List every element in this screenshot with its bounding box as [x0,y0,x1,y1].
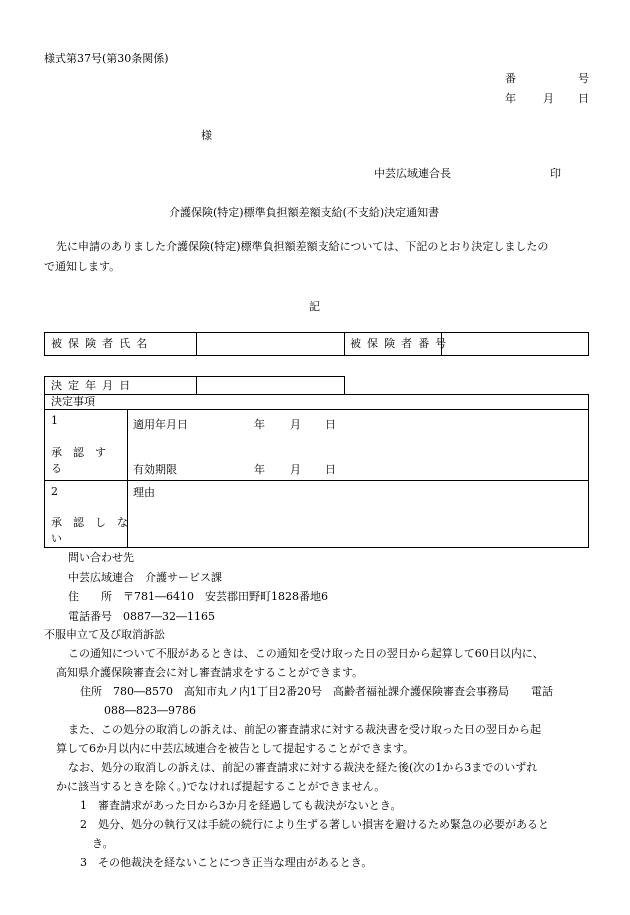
applicable-date-label: 適用年月日 [133,418,188,431]
year-label: 年 [505,92,516,105]
addressee-suffix: 様 [201,129,212,142]
valid-day: 日 [325,463,336,476]
appeal-item-3: 3 その他裁決を経ないことにつき正当な理由があるとき。 [80,856,373,869]
appeal-p1-line2: 高知県介護保険審査会に対し審査請求をすることができます。 [56,666,364,679]
approve-number: 1 [51,414,58,427]
disapprove-number: 2 [51,485,58,498]
appeal-address-line2: 088―823―9786 [104,704,196,717]
contact-address: 住 所 〒781―6410 安芸郡田野町1828番地6 [68,590,328,603]
intro-line-2: で通知します。 [44,260,121,273]
appeal-item-2-line2: き。 [92,837,114,850]
applicable-year: 年 [254,418,265,431]
appeal-p3-line1: なお、処分の取消しの訴えは、前記の審査請求に対する裁決を経た後(次の1から3までのいずれ [68,761,538,774]
decision-items-label: 決定事項 [51,395,95,408]
valid-year: 年 [254,463,265,476]
appeal-address-line1: 住所 780―8570 高知市丸ノ内1丁目2番20号 高齢者福祉課介護保険審査会事務局 電話 [80,685,553,698]
appeal-p2-line1: また、この処分の取消しの訴えは、前記の審査請求に対する裁決書を受け取った日の翌日から起 [68,723,541,736]
approve-label-1: 承 認 す [51,446,106,459]
appeal-item-1: 1 審査請求があった日から3か月を経過しても裁決がないとき。 [80,799,402,812]
appeal-heading: 不服申立て及び取消訴訟 [44,628,165,641]
valid-month: 月 [290,463,301,476]
contact-org: 中芸広域連合 介護サービス課 [68,571,222,584]
contact-phone: 電話番号 0887―32―1165 [68,610,215,623]
insured-name-label: 被保険者氏名 [51,337,154,350]
intro-line-1: 先に申請のありました介護保険(特定)標準負担額差額支給については、下記のとおり決定しましたの [56,240,549,253]
disapprove-label-1: 承 認 し な [51,516,128,529]
decision-date-label: 決定年月日 [51,379,137,392]
valid-date-label: 有効期限 [133,463,177,476]
appeal-p1-line1: この通知について不服があるときは、この通知を受け取った日の翌日から起算して60日以内に、 [68,647,544,660]
insured-number-label: 被保険者番号 [350,337,453,350]
appeal-item-2-line1: 2 処分、処分の執行又は手続の続行により生ずる著しい損害を避けるため緊急の必要があると [80,818,549,831]
disapprove-label-2: い [51,532,62,545]
applicable-month: 月 [290,418,301,431]
approve-label-2: る [51,462,62,475]
document-title: 介護保険(特定)標準負担額差額支給(不支給)決定通知書 [169,206,440,219]
go-label: 号 [578,72,589,85]
applicable-day: 日 [325,418,336,431]
month-label: 月 [543,92,554,105]
reason-label: 理由 [133,486,155,499]
day-label: 日 [578,92,589,105]
contact-heading: 問い合わせ先 [68,551,134,564]
issuer: 中芸広域連合長 [374,167,451,180]
appeal-p3-line2: かに該当するときを除く。)でなければ提起することができません。 [56,780,386,793]
number-label: 番 [505,72,516,85]
form-number: 様式第37号(第30条関係) [44,52,169,65]
appeal-p2-line2: 算して6か月以内に中芸広域連合を被告として提起することができます。 [56,742,415,755]
ki-label: 記 [309,300,320,313]
seal-mark: 印 [550,167,561,180]
